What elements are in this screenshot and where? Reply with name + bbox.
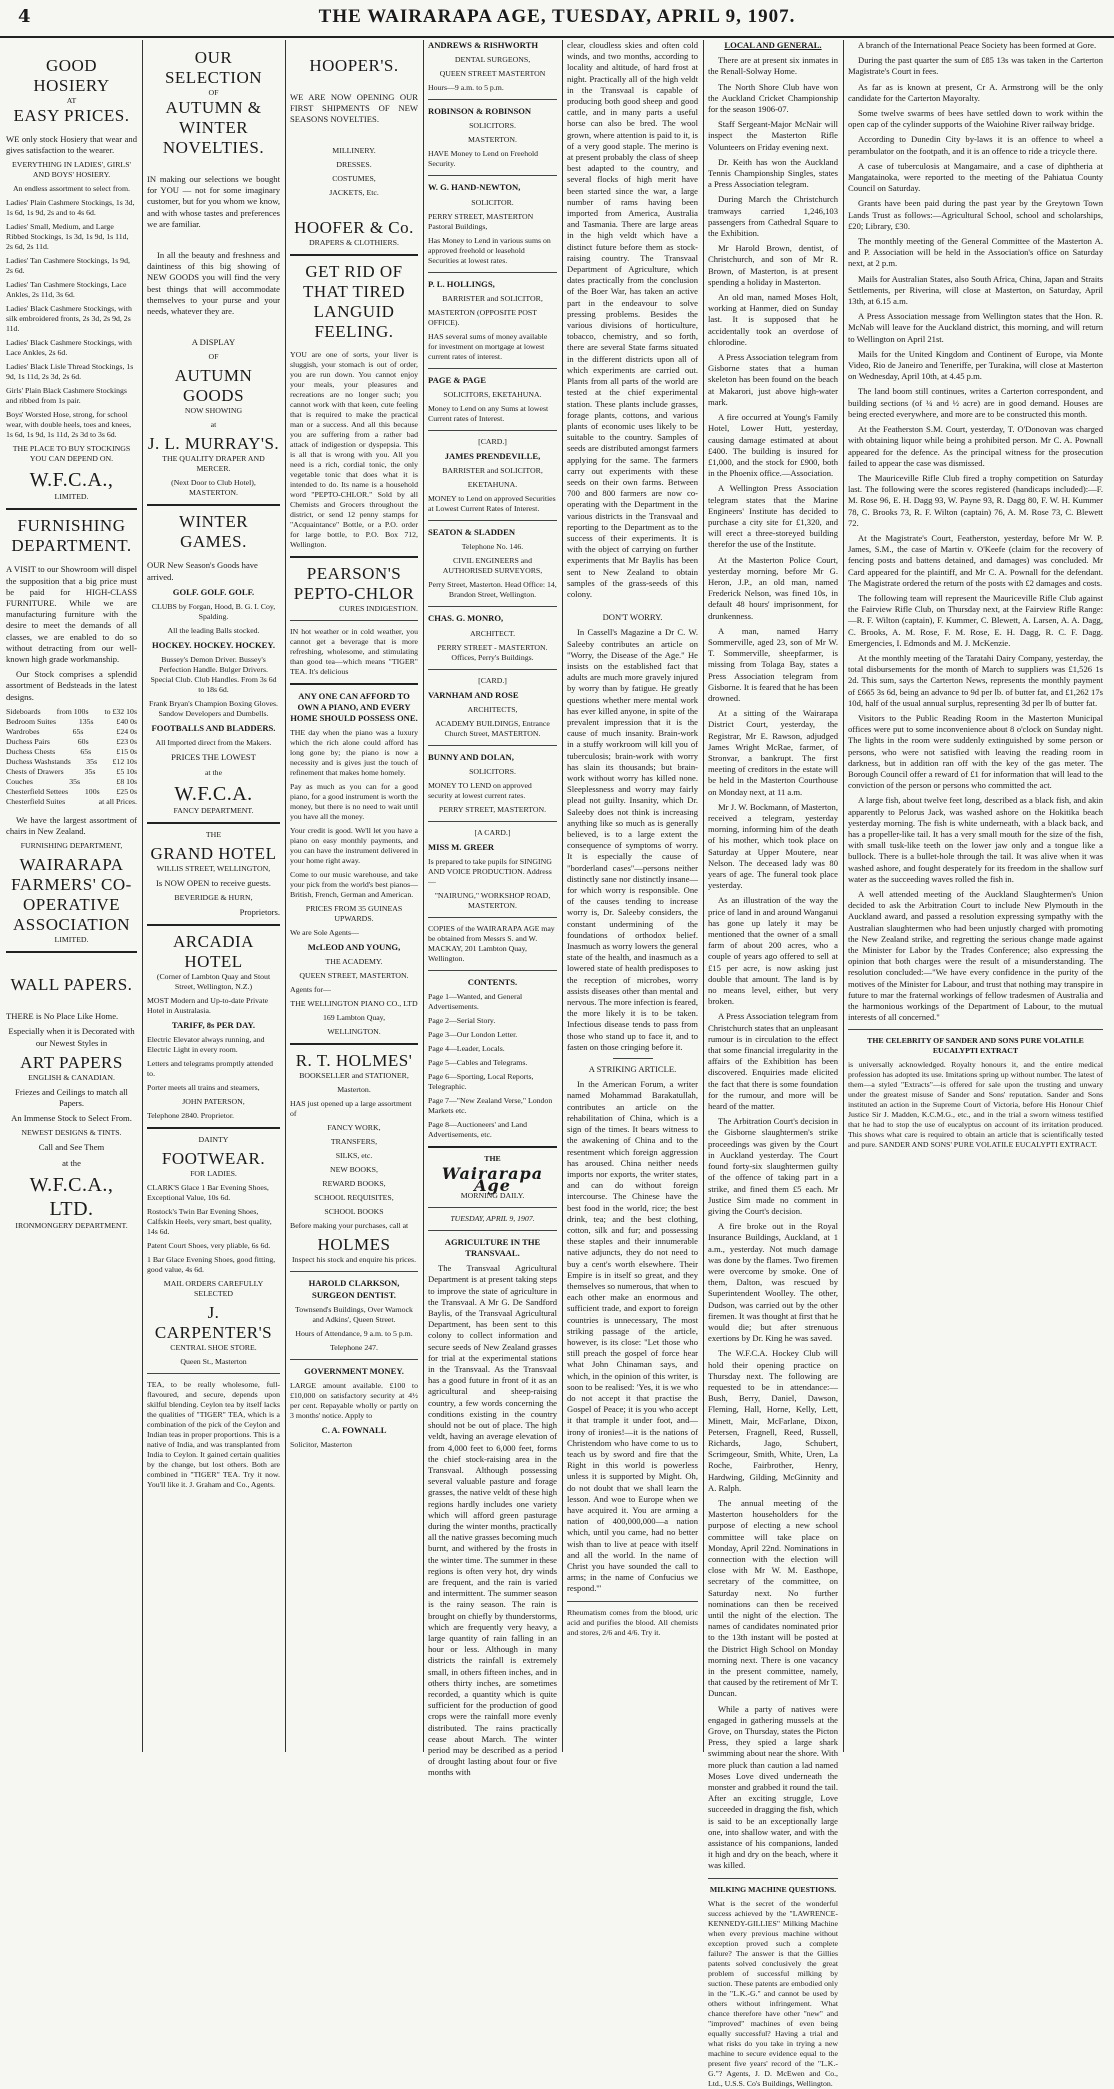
limited-label: LIMITED.: [54, 492, 89, 502]
local-para: Mails for Australian States, also South Africa, China, Japan and Straits Settlements, per Riverina, will close at Masterton, on Saturday, April 13th, at 6.15 a.m.: [848, 273, 1103, 307]
clarkson-tel: Telephone 247.: [330, 1342, 378, 1352]
seaton-sub: CIVIL ENGINEERS and AUTHORISED SURVEYORS,: [442, 556, 543, 576]
frank-bryan: Frank Bryan's Champion Boxing Gloves. Sandow Developers and Dumbells.: [149, 699, 278, 719]
holmes-inspect: Inspect his stock and enquire his prices.: [291, 1255, 417, 1265]
local-para: The annual meeting of the Masterton householders for the purpose of electing a new school committee will take place on Monday, April 22nd. Nominations in connection with the election will close with Mr W. M. Easthope, secretary of the committee, on Saturday next. No further nominations can then be received until the night of the election. The names of candidates nominated prior to the 13th instant will be posted at the District High School on Monday morning next. There is one vacancy in the present committee, namely, that caused by the retirement of Mr T. Duncan.: [708, 1497, 838, 1699]
local-para: There are at present six inmates in the Renall-Solway Home.: [708, 55, 838, 77]
agri-body: The Transvaal Agricultural Department is at present taking steps to improve the state of agriculture in the Transvaal. A Mr G. De Sandford Baylis, of the Transvaal Agricultural Department, has been sent to this colony to collect information and secure seeds of New Zealand grasses for trial at the experimental stations in the Transvaal. As the Transvaal has a good future in front of it as an agricultural and sheep-raising country, a few words concerning the conditions existing in the country should not be out of place. The high veldt, having an average elevation of from 4,000 feet to 6,000 feet, forms the chief stock-raising area in the Transvaal. Although possessing several valuable pasture and forage grasses, the native veldt of these high regions hardly includes one variety which will afford green pasturage during the winter months, practically all the native grasses becoming much burnt, and withered by the frosts in the winter time. The summer in these regions is often very hot, dry winds are frequent, and the rain is varied and intermittent. The summer season is the rainy season. The rain is brought on chiefly by thunderstorms, which are frequently very heavy, a large quantity of rain falling in an hour or less. Although in many districts the rainfall is extremely small, in others fifteen inches, and in others thirty inches, are sometimes recorded, a quantity which is quite sufficient for the production of good crops were the rainfall more evenly distributed. The rains practically cease about March. The winter period may be described as a period of drought lasting about four or five months with: [428, 1263, 557, 1778]
robinson-sub: SOLICITORS.: [469, 121, 516, 131]
table-row: Chests of Drawers 35s £5 10s: [6, 766, 137, 776]
grand-the: THE: [205, 829, 222, 839]
fownall: C. A. FOWNALL: [321, 1425, 387, 1436]
local-para: A man, named Harry Sommerville, aged 23, son of Mr W. T. Sommerville, sheepfarmer, is missing from Tolaga Bay, states a Press Association telegram from Gisborne. It is feared that he has been drowned.: [708, 625, 838, 703]
cures-label: CURES INDIGESTION.: [339, 603, 418, 613]
tired-title: GET RID OF THAT TIRED LANGUID FEELING.: [302, 261, 406, 341]
local-para: At the monthly meeting of the Taratahi Dairy Company, yesterday, the total disbursements for the month of March to suppliers was £1,526 1s 2d. This sum, says the Carterton News, represents the monthly payment of £665 3s 6d, being an advance to 9d per lb. of butter fat, and £1,262 17s 10d, half of the usual annual surplus, representing 3d per lb of butter fat.: [848, 652, 1103, 708]
local-para: During the past quarter the sum of £85 13s was taken in the Carterton Magistrate's Court in fees.: [848, 55, 1103, 77]
local-para: The land boom still continues, writes a Carterton correspondent, and building sections (of ¼ and ½ acre) are in good demand. Houses are being erected everywhere, and more are to be constructed this month.: [848, 386, 1103, 419]
footwear-body-2: Rostock's Twin Bar Evening Shoes, Calfskin Heels, very smart, best quality, 14s 6d.: [147, 1207, 272, 1237]
copies-body: COPIES of the WAIRARAPA AGE may be obtained from Messrs S. and W. MACKAY, 201 Lambton Quay, Wellington.: [428, 924, 555, 964]
column-rule: [703, 40, 704, 1752]
autumn-title: AUTUMN & WINTER NOVELTIES.: [162, 98, 265, 157]
murray-title: J. L. MURRAY'S.: [147, 434, 280, 454]
arcadia-addr: (Corner of Lambton Quay and Stout Street, Wellington, N.Z.): [156, 972, 271, 992]
hooper-title: HOOPER'S.: [309, 56, 399, 75]
art-papers-title: ART PAPERS: [20, 1052, 123, 1072]
column-7: [848, 40, 1108, 1752]
column-rule: [423, 40, 424, 1752]
holmes-item: SCHOOL BOOKS: [324, 1207, 384, 1217]
local-para: Dr. Keith has won the Auckland Tennis Championship Singles, states a Press Association telegram.: [708, 156, 838, 190]
art-papers-stock: An Immense Stock to Select From.: [11, 1113, 132, 1124]
holmes-item: NEW BOOKS,: [330, 1165, 378, 1175]
arcadia-letters: Letters and telegrams promptly attended to.: [147, 1059, 274, 1079]
clarkson-hours: Hours of Attendance, 9 a.m. to 5 p.m.: [295, 1328, 413, 1338]
prendeville-body: MONEY to Lend on approved Securities at Lowest Current Rates of Interest.: [428, 494, 556, 514]
list-item: Ladies' Tan Cashmere Stockings, Lace Ankles, 2s 11d, 3s 6d.: [6, 280, 127, 300]
worry-body: In Cassell's Magazine a Dr C. W. Saleeby contributes an article on "Worry, the Disease of the Age." He insists on the established fact that adults are much more gravely injured by worry than by fatigue. He greatly questions whether mere mental work has ever killed anyone, in spite of the prevalent impression that it is the cause of much insanity. Brain-work in a stuffy workroom will kill you of tuberculosis; brain-work with worry has slain its thousands; but brain-work without worry has killed none. Sleeplessness and worry may fairly plead not guilty. Insanity, which Dr. Saleeby does not think is increasing anything like so much as is generally believed, is to a large extent the consequence of symptoms of worry. It is especially the cause of "borderland cases"—persons neither distinctly sane nor distinctly insane—for which worry is responsible. One of the causes tending to increase worry is, Dr. Saleeby considers, the constant undermining of the foundations of orthodox belief. Inasmuch as worry lowers the general state of the health, and inasmuch as a lowered state of health predisposes to the reception of microbes, worry assists diseases other than mental and nervous. The more infection is feared, the more likely it is to be taken. Infectious disease tends to pass from those who stand up to face it, and to fasten on those cringing before it.: [567, 627, 698, 1052]
morning-daily: MORNING DAILY.: [460, 1190, 525, 1200]
hooper-item: DRESSES.: [336, 159, 372, 169]
holmes-masterton: Masterton.: [337, 1085, 371, 1095]
local-para: A fire broke out in the Royal Insurance Buildings, Auckland, at 1 a.m., yesterday. Not much damage was done by the flames. Two firemen were overcome by smoke. One of them, Dalton, was rescued by Superintendent Woolley. The other, Dudson, was carried out by the other firemen. It was thought at first that he would die; but after strenuous exertions by Dr. King he was saved.: [708, 1221, 838, 1344]
murray-addr: (Next Door to Club Hotel), MASTERTON.: [171, 478, 256, 498]
academy: THE ACADEMY.: [325, 957, 383, 967]
bunny-addr: PERRY STREET, MASTERTON.: [438, 805, 547, 815]
mcleod: McLEOD AND YOUNG,: [307, 942, 401, 953]
art-papers-newest: NEWEST DESIGNS & TINTS.: [21, 1128, 122, 1138]
arcadia-title: ARCADIA HOTEL: [173, 932, 254, 972]
local-para: At the Masterton Police Court, yesterday morning, before Mr G. Heron, J.P., an old man, named Frederick Nelson, was fined 10s, in default 48 hours' imprisonment, for drunkenness.: [708, 554, 838, 621]
agri-title: AGRICULTURE IN THE TRANSVAAL.: [444, 1236, 541, 1259]
selection-body: IN making our selections we bought for YOU — not for some imaginary customer, but for you whom we know, and with whose tastes and preferences we are familiar.: [147, 174, 280, 229]
footballs: FOOTBALLS AND BLADDERS.: [151, 723, 276, 734]
holmes-item: SILKS, etc.: [335, 1151, 373, 1161]
contents-item: Page 4—Leader, Locals.: [428, 1044, 505, 1054]
table-row: Duchess Chests 65s £15 0s: [6, 746, 137, 756]
footwear-title: FOOTWEAR.: [161, 1149, 266, 1169]
list-item: Ladies' Tan Cashmere Stockings, 1s 9d, 2s 6d.: [6, 256, 130, 276]
agents-for: Agents for—: [290, 985, 331, 995]
striking-title: A STRIKING ARTICLE.: [588, 1064, 677, 1075]
games-body: OUR New Season's Goods have arrived.: [147, 560, 258, 582]
footwear-body-4: 1 Bar Glace Evening Shoes, good fitting, good value, 4s 6d.: [147, 1255, 276, 1275]
beveridge: BEVERIDGE & HURN,: [174, 892, 253, 902]
prices-lowest: PRICES THE LOWEST: [171, 752, 256, 763]
lambton: 169 Lambton Quay,: [322, 1013, 386, 1023]
art-papers-call: Call and See Them: [38, 1142, 105, 1153]
arcadia-body: MOST Modern and Up-to-date Private Hotel in Australasia.: [147, 996, 269, 1016]
hooper-item: JACKETS, Etc.: [329, 187, 379, 197]
hollings-body: HAS several sums of money available for investment on mortgage at lowest current rates of interest.: [428, 331, 548, 361]
greer-body: Is prepared to take pupils for SINGING AND VOICE PRODUCTION. Address—: [428, 857, 552, 887]
hand-sub: SOLICITOR.: [471, 197, 514, 207]
pearson-title: PEARSON'S PEPTO-CHLOR: [293, 563, 415, 603]
mail-orders: MAIL ORDERS CAREFULLY SELECTED: [163, 1279, 264, 1299]
holmes-item: REWARD BOOKS,: [322, 1179, 386, 1189]
greer-addr: "NAIRUNG," WORKSHOP ROAD, MASTERTON.: [434, 891, 551, 911]
local-para: The North Shore Club have won the Auckland Cricket Championship for the season 1906-07.: [708, 81, 838, 115]
for-ladies: FOR LADIES.: [190, 1169, 237, 1179]
footwear-body: CLARK'S Glace 1 Bar Evening Shoes, Exceptional Value, 10s 6d.: [147, 1183, 269, 1203]
sander-title: THE CELEBRITY OF SANDER AND SONS PURE VOLATILE EUCALYPTI EXTRACT: [867, 1036, 1084, 1056]
monro-addr: PERRY STREET - MASTERTON. Offices, Perry's Buildings.: [437, 642, 548, 662]
local-para: An old man, named Moses Holt, working at Hanmer, died on Sunday last. It is supposed that he accidentally took an overdose of chlorodine.: [708, 292, 838, 347]
holmes-name: HOLMES: [317, 1235, 391, 1255]
golf-balls: All the leading Balls stocked.: [167, 626, 260, 636]
grand-open: Is NOW OPEN to receive guests.: [156, 877, 271, 888]
vareham-card: [CARD.]: [478, 675, 507, 685]
list-item: Ladies' Black Cashmere Stockings, with silk embroidered fronts, 2s 3d, 2s 9d, 2s 11d.: [6, 304, 132, 334]
contents-item: Page 1—Wanted, and General Advertisements.: [428, 992, 523, 1012]
hollings-addr: MASTERTON (OPPOSITE POST OFFICE).: [428, 307, 537, 327]
holmes-item: TRANSFERS,: [330, 1137, 378, 1147]
holmes-item: FANCY WORK,: [327, 1123, 381, 1133]
local-para: The Arbitration Court's decision in the Gisborne slaughtermen's strike proceedings was given by the Court in Auckland yesterday. The Court found forty-six slaughtermen guilty of the offence of taking part in a strike, and fined them £5 each. Mr Justice Sim made no comment in giving the Court's decision.: [708, 1116, 838, 1216]
hooper-body: WE ARE NOW OPENING OUR FIRST SHIPMENTS OF NEW SEASONS NOVELTIES.: [290, 92, 418, 125]
contents-item: Page 3—Our London Letter.: [428, 1030, 518, 1040]
wfca-title-2: W.F.C.A.: [174, 782, 253, 805]
clarkson-title: HAROLD CLARKSON, SURGEON DENTIST.: [308, 1278, 400, 1300]
local-para: A fire occurred at Young's Family Hotel, Lower Hutt, yesterday, causing damage estimated at about £400. The building is insured for £1,000, and the stock for £900, both in the Phoenix office.—Association.: [708, 412, 838, 479]
govt-body: LARGE amount available. £100 to £10,000 on satisfactory security at 4½ per cent. Repayable wholly or partly on 3 months' notice. Apply to: [290, 1381, 418, 1421]
furnishing-stock: Our Stock comprises a splendid assortment of Bedsteads in the latest designs.: [6, 669, 137, 702]
holmes-before: Before making your purchases, call at: [290, 1221, 409, 1231]
local-para: Visitors to the Public Reading Room in the Masterton Municipal offices were put to some inconvenience about 8 o'clock on Sunday night. The lights in the room were suddenly extinguished by some person or persons, who were not satisfied with leaving the reading room in darkness, but in addition ran off with the key of the gas meter. The Borough Council offer a reward of £1 for information that will lead to the conviction of the person or persons who committed the act.: [848, 712, 1103, 791]
grand-hotel-title: GRAND HOTEL: [150, 843, 277, 863]
contents-item: Page 8—Auctioneers' and Land Advertisements, etc.: [428, 1120, 528, 1140]
vareham-addr: ACADEMY BUILDINGS, Entrance Church Street, MASTERTON.: [435, 718, 550, 738]
selection-of: OF: [208, 88, 219, 97]
local-para: The W.F.C.A. Hockey Club will hold their opening practice on Thursday next. The following are requested to be in attendance:—Bush, Berry, Daniel, Dawson, Fleming, Hall, Horne, Kelly, Lett, Minett, Mair, McFarlane, Dixon, Petersen, Fragnell, Reed, Russell, Richards, Jago, Schubert, Scrimgeour, Smith, White, Uren, La Roche, Fairbrother, Henry, Hardwing, Gilding, McGinnity and A. Ralph.: [708, 1348, 838, 1493]
hosiery-list: [6, 198, 137, 440]
fancy-dept: FANCY DEPARTMENT.: [173, 805, 254, 815]
wfca-ltd-title: W.F.C.A., LTD.: [29, 1173, 114, 1220]
arcadia-porter: Porter meets all trains and steamers,: [147, 1083, 260, 1093]
date-line: TUESDAY, APRIL 9, 1907.: [450, 1213, 535, 1223]
piano-body-2: Pay as much as you can for a good piano, for a good instrument is worth the money, but there is no need to wait until you have all the money.: [290, 782, 418, 822]
hoofer-sub: DRAPERS & CLOTHIERS.: [309, 237, 399, 247]
local-para: The Mauriceville Rifle Club fired a trophy competition on Saturday last. The following were the scores registered (handicaps included):—F. M. Rose 96, E. H. Dagg 93, W. Payne 93, R. Dagg 80, F. W. H. Kummer 78, C. Brooks 73, R. F. Wilton (captain) 76, A. M. Rose 73, C. Blewett 72.: [848, 472, 1103, 528]
vareham-title: VARNHAM AND ROSE: [428, 689, 519, 700]
local-para: Mails for the United Kingdom and Continent of Europe, via Monte Video, Rio de Janeiro and Teneriffe, per Turakina, will close at Masterton on Wednesday, April 10th, at 4.45 p.m.: [848, 348, 1103, 382]
local-para: Grants have been paid during the past year by the Greytown Town Lands Trust as follows:—Agricultural School, school and scholarships, £20; Library, £30.: [848, 198, 1103, 231]
column-rule: [562, 40, 563, 1752]
local-para: A Press Association message from Wellington states that the Hon. R. McNab will leave for the Auckland district, this morning, and will return to Wellington on April 21st.: [848, 311, 1103, 344]
table-row: Duchess Pairs 60s £23 0s: [6, 736, 137, 746]
hosiery-title-2: EASY PRICES.: [13, 106, 130, 125]
prendeville-addr: EKETAHUNA.: [467, 480, 518, 490]
holmes-title: R. T. HOLMES': [295, 1051, 413, 1071]
local-para: The following team will represent the Mauriceville Rifle Club against the Fairview Rifle Club, on Thursday next, at the Fairview Rifle Range:—R. F. Wilton (captain), F. Kummer, C. Blewett, A. Larsen, A. A. Dagg, C. Brooks, A. M. Rose, F. M. Rose, E. H. Dagg, R. C. F. Dagg. Emergencies, I. Edmonds and M. J. McKenzie.: [848, 592, 1103, 648]
beauty-body: In all the beauty and freshness and daintiness of this big showing of NEW GOODS you will find the very best things that will accommodate themselves to your purse and your needs, whatever they are.: [147, 250, 280, 317]
robinson-body: HAVE Money to Lend on Freehold Security.: [428, 149, 539, 169]
contents-item: Page 2—Serial Story.: [428, 1016, 496, 1026]
seaton-title: SEATON & SLADDEN: [428, 527, 516, 538]
arcadia-elec: Electric Elevator always running, and Electric Light in every room.: [147, 1035, 265, 1055]
holmes-sub: BOOKSELLER and STATIONER,: [299, 1071, 409, 1081]
queen-st: QUEEN STREET, MASTERTON.: [299, 971, 409, 981]
agri-cont: clear, cloudless skies and often cold winds, and two months, according to locality and altitude, of hard frost at night. Practically all of the high veldt in the Transvaal is capable of producing both good sheep and good cattle, and in many parts a useful horse can also be bred. The wool grown, where attention is paid to it, is of a very good staple. The merino is at present probably the class of sheep best adapted to the country, and several flocks of high merit have been started since the war, a large number of rams having been imported from America, Australia and Tasmania. There are large areas in the high veldt which have a distinct future before them as stock-raising country. The Transvaal Department of Agriculture, which dates practically from the conclusion of the Boer War, has taken an active part in the endeavour to solve pressing problems. Besides the various divisions of horticulture, tobacco, chemistry, and so forth, there are several State farms situated in the different districts upon all of which experiments are carried out. Plants from all parts of the world are tested at the chief experimental station. These plants include grasses, forage plants, cottons, and various plants of economic uses likely to be suitable to the country. Samples of seeds are distributed amongst farmers applying for the same. The farmers carry out experiments with these seeds on their own farms. Between 700 and 800 farmers are now co-operating with the Department in the various districts in the Transvaal and reporting to the Department as to the success of their experiments. It is with the object of carrying on further experiments that Mr Baylis has been sent to New Zealand to obtain samples of the grass-seeds of this colony.: [567, 40, 698, 599]
greer-card: [A CARD.]: [474, 828, 511, 838]
column-rule: [843, 40, 844, 1752]
list-item: Ladies' Plain Cashmere Stockings, 1s 3d, 1s 6d, 1s 9d, 2s and to 4s 6d.: [6, 198, 135, 218]
winter-games-title: WINTER GAMES.: [178, 512, 249, 552]
solicitor: Solicitor, Masterton: [290, 1440, 353, 1450]
hooper-item: COSTUMES,: [332, 173, 376, 183]
all-imported: All Imported direct from the Makers.: [155, 738, 272, 748]
furnishing-body: A VISIT to our Showroom will dispel the supposition that a big price must be paid for HIGH-CLASS FURNITURE. While we are manufacturing furniture with the desire to meet the demands of all classes, we are enabled to do so without detracting from our well-known high grade workmanship.: [6, 564, 137, 665]
contents-title: CONTENTS.: [467, 977, 518, 988]
hosiery-title: GOOD HOSIERY: [33, 56, 110, 95]
local-para: A branch of the International Peace Society has been formed at Gore.: [858, 40, 1097, 50]
art-papers-at: at the: [62, 1157, 81, 1168]
wall-papers-body: THERE is No Place Like Home.: [6, 1011, 119, 1022]
sole-agents: We are Sole Agents—: [290, 928, 359, 938]
clarkson-body: Townsend's Buildings, Over Warnock and Adkins', Queen Street.: [295, 1304, 413, 1324]
contents-item: Page 7—"New Zealand Verse," London Markets etc.: [428, 1096, 553, 1116]
hockey-heading: HOCKEY. HOCKEY. HOCKEY.: [152, 640, 275, 651]
carpenter-sub: CENTRAL SHOE STORE.: [170, 1343, 257, 1353]
piano-body-3: Your credit is good. We'll let you have a piano on easy monthly payments, and you can have the instrument delivered in your home right away.: [290, 826, 418, 866]
striking-body: In the American Forum, a writer named Mohammad Barakatullah, contributes an article on the rehabilitation of China, which is a sign of the times. It bears witness to the awakening of China and to the resentment which foreign aggression has aroused. China neither needs imports nor exports, the writer states, and can do without foreign intercourse. The Chinese have the best food in the world, rice; the best drink, tea; and the best clothing, cotton, silk and fur; and possessing these staples and their innumerable native adjuncts, they do not need to buy a cent's worth elsewhere. Their Empire is in itself so great, and they themselves so numerous, that when to each other make an enormous and sufficient trade, and export to foreign countries is unnecessary, The most striking passage of the article, however, is its close: "Let those who still preach the gospel of force hear what John Chinaman says, and which, in the opinion of this writer, is soon to be realised: 'Yes, it is we who do not accept it that practise the Gospel of Peace; it is you who accept it that trample it under foot, and—irony of ironies!—it is the nations of Christendom who have come to us to teach us by sword and fire that the Right in this world is powerless unless it is supported by Might. Oh, do not doubt that we shall learn the lesson. And woe to Europe when we have acquired it. You are arming a nation of 400,000,000—a nation which, until you came, had no better wish than to live at peace with itself and all the world. In the name of Christ you have sounded the call to arms; in the name of Confucius we respond.'": [567, 1079, 698, 1594]
andrews-title: ANDREWS & RISHWORTH: [428, 40, 538, 50]
table-row: Chesterfield Settees 100s £25 0s: [6, 786, 137, 796]
monro-sub: ARCHITECT.: [469, 628, 516, 638]
bunny-title: BUNNY AND DOLAN,: [428, 751, 514, 762]
page-body: Money to Lend on any Sums at lowest Current rates of Interest.: [428, 404, 549, 424]
age-title: Wairarapa Age: [441, 1164, 544, 1195]
golf-clubs: CLUBS by Forgan, Hood, B. G. I. Coy, Spalding.: [151, 602, 276, 622]
local-para: Some twelve swarms of bees have settled down to work within the open cap of the cylinder supports of the Waiohine River railway bridge.: [848, 108, 1103, 130]
furnishing-chairs: We have the largest assortment of chairs in New Zealand.: [6, 814, 137, 837]
wall-papers-title: WALL PAPERS.: [10, 975, 133, 995]
hosiery-place: THE PLACE TO BUY STOCKINGS YOU CAN DEPEND ON.: [12, 444, 131, 464]
now-showing: NOW SHOWING: [184, 406, 243, 416]
piano-body: THE day when the piano was a luxury which the rich alone could afford has long gone by; the piano is now a necessity and is gives just the touch of refinement that makes home homely.: [290, 728, 418, 778]
local-para: A Wellington Press Association telegram states that the Marine Engineers' Institute has decided to purchase a city site for £1,320, and will erect a three-storeyed building therefor the use of the Institute.: [708, 483, 838, 550]
hollings-sub: BARRISTER and SOLICITOR,: [442, 293, 543, 303]
autumn-goods-title: AUTUMN GOODS: [174, 366, 253, 406]
limited-label-2: LIMITED.: [54, 935, 89, 945]
piano-title: ANY ONE CAN AFFORD TO OWN A PIANO, AND EVERY HOME SHOULD POSSESS ONE.: [290, 690, 418, 724]
list-item: Ladies' Small, Medium, and Large Ribbed Stockings, 1s 3d, 1s 9d, 1s 11d, 2s 6d, 2s 11d.: [6, 222, 129, 252]
footwear-body-3: Patent Court Shoes, very pliable, 6s 6d.: [147, 1241, 271, 1251]
furnishing-title: FURNISHING DEPARTMENT.: [11, 516, 132, 556]
wellington: WELLINGTON.: [327, 1027, 381, 1037]
local-para: Mr J. W. Bockmann, of Masterton, received a telegram, yesterday morning, informing him of the death of his mother, which took place on Saturday at Upper Moutere, near Nelson. The deceased lady was 80 years of age. The funeral took place yesterday.: [708, 801, 838, 891]
andrews-hours: Hours—9 a.m. to 5 p.m.: [428, 83, 504, 93]
local-para: Mr Harold Brown, dentist, of Christchurch, and son of Mr R. Brown, of Masterton, is at present spending a holiday in Masterton.: [708, 243, 838, 287]
local-para: At a sitting of the Wairarapa District Court, yesterday, the Registrar, Mr E. Rawson, adjudged James Wright McRae, farmer, of Stronvar, a bankrupt. The first meeting of creditors in the estate will be held in the Masterton Courthouse on Monday next, at 11 a.m.: [708, 708, 838, 797]
robinson-addr: MASTERTON.: [468, 135, 517, 145]
column-2: [147, 40, 280, 1752]
wfca-title: W.F.C.A.,: [29, 469, 114, 492]
column-rule: [142, 40, 143, 1752]
grand-addr: WILLIS STREET, WELLINGTON,: [156, 863, 271, 873]
hosiery-at: AT: [66, 96, 77, 105]
hosiery-intro: WE only stock Hosiery that wear and gives satisfaction to the wearer.: [6, 134, 137, 156]
ironmongery-dept: IRONMONGERY DEPARTMENT.: [15, 1220, 128, 1230]
furniture-table: [6, 707, 137, 807]
golf-heading: GOLF. GOLF. GOLF.: [172, 586, 255, 597]
hosiery-sub-2: An endless assortment to select from.: [13, 184, 130, 194]
milking-title: MILKING MACHINE QUESTIONS.: [709, 1884, 837, 1894]
column-3: [290, 40, 418, 1752]
hand-body: Has Money to Lend in various sums on approved freehold or leasehold Securities at lowest rates.: [428, 235, 551, 265]
prices-from: PRICES FROM 35 GUINEAS UPWARDS.: [305, 904, 403, 924]
milking-body: What is the secret of the wonderful success achieved by the "LAWRENCE-KENNEDY-GILLIES" Milking Machine when every previous machine without exception proved such a complete failure? The answer is that the Gillies patents solved conclusively the great problem of successful milking by suction. These patents are embodied only in the "L.K.-G." and cannot be used by others without infringement. What chance therefore have other "new" and "improved" machines of even being equally successful? Having a trial and what risks do you take in trying a new machine to secure evidence equal to the present five years' record of the "L.K.-G."? Agents, J. D. McEwen and Co., Ltd., U.S.S. Co's Buildings, Wellington.: [708, 1898, 838, 2088]
furnishing-dept: FURNISHING DEPARTMENT,: [20, 841, 123, 851]
display-label: A DISPLAY: [191, 337, 236, 348]
column-4: [428, 40, 557, 1778]
local-para: During March the Christchurch tramways carried 1,246,103 passengers from Cathedral Square to the Exhibition.: [708, 194, 838, 239]
masthead: [0, 0, 1114, 38]
wellington-piano: THE WELLINGTON PIANO CO., LTD: [290, 999, 418, 1009]
masthead-title: THE WAIRARAPA AGE, TUESDAY, APRIL 9, 1907.: [318, 6, 796, 27]
column-rule: [285, 40, 286, 1752]
card-label: [CARD.]: [478, 437, 507, 447]
list-item: Ladies' Black Cashmere Stockings, with Lace Ankles, 2s 6d.: [6, 338, 132, 358]
tiger-body: IN hot weather or in cold weather, you cannot get a beverage that is more refreshing, wholesome, and stimulating than good tea—which means "TIGER" TEA. It's delicious: [290, 626, 418, 676]
prendeville-title: JAMES PRENDEVILLE,: [444, 451, 541, 462]
hooper-item: MILLINERY.: [332, 145, 376, 155]
page-title-ad: PAGE & PAGE: [428, 374, 486, 385]
andrews-sub: DENTAL SURGEONS,: [454, 55, 531, 65]
sander-body: is universally acknowledged. Royalty honours it, and the entire medical profession has adopted its use. Imitations spring up without number. The latest of them—a styled "Extracts"—is offered for sale upon the trusting and unwary under the greatest misuse of Sander and Sons' reputation. Sander and Sons instituted an action in the Supreme Court of Victoria, before His Honour Chief Justice Sir J. Madden, K.C.M.G., etc., and in the trial a sworn witness testified that he had to stop the use of eucalyptus on account of its irritation produced. This shows what care is required to obtain an article that is scientifically tested and pure. SANDER AND SONS' PURE VOLATILE EUCALYPTI EXTRACT.: [848, 1060, 1103, 1150]
contents-item: Page 6—Sporting, Local Reports, Telegraphic.: [428, 1072, 534, 1092]
local-title: LOCAL AND GENERAL.: [724, 40, 822, 50]
telephone: Telephone 2840. Proprietor.: [147, 1111, 234, 1121]
table-row: Duchess Washstands 35s £12 10s: [6, 756, 137, 766]
bunny-sub: SOLICITORS.: [469, 767, 516, 777]
seaton-tel: Telephone No. 146.: [461, 542, 524, 552]
age-the: THE: [484, 1154, 501, 1164]
greer-title: MISS M. GREER: [428, 842, 495, 853]
andrews-addr: QUEEN STREET MASTERTON: [439, 69, 546, 79]
column-6: [708, 40, 838, 2088]
tea-body: TEA, to be really wholesome, full-flavoured, and secure, depends upon skilful blending. Ceylon tea by itself lacks the qualities of "TIGER" TEA, which is a combination of the pick of the Ceylon and Indian teas in proper proportions. This is a native of India, and was transplanted from India to Ceylon. It gained certain qualities by the change, but lost others. Both are combined in "TIGER" TEA. Try it now. You'll like it. J. Graham and Co., Agents.: [147, 1380, 280, 1490]
art-papers-friezes: Friezes and Ceilings to match all Papers.: [15, 1086, 128, 1109]
table-row: Couches 35s £8 10s: [6, 776, 137, 786]
hosiery-sub: EVERYTHING IN LADIES', GIRLS' AND BOYS' HOSIERY.: [12, 160, 131, 180]
robinson-title: ROBINSON & ROBINSON: [428, 106, 532, 117]
list-item: Girls' Plain Black Cashmere Stockings and ribbed from 1s pair.: [6, 386, 127, 406]
holmes-item: SCHOOL REQUISITES,: [314, 1193, 394, 1203]
art-papers-sub: ENGLISH & CANADIAN.: [28, 1072, 115, 1082]
local-para: A Press Association telegram from Christchurch states that an unpleasant rumour is in circulation to the effect that some financial irregularity in the affairs of the Exhibition has been discovered. Enquiries made elicited the fact that there is some foundation for the rumour, and more will be heard of the matter.: [708, 1011, 838, 1112]
proprietors: Proprietors.: [239, 906, 280, 917]
table-row: Wardrobes 65s £24 0s: [6, 726, 137, 736]
tired-body: YOU are one of sorts, your liver is sluggish, your stomach is out of order, you are run down. You cannot enjoy your meals, your pleasures and recreations are no longer such; you cannot work with that keen, cute feeling that is required to make the practical man or a success. And all this because you are suffering from a rather bad attack of indigestion or dyspepsia. This is all that is wrong with you. All you need is a rich, cordial tonic, the only vegetable tonic that does what it is intended to do. Its name is a household word "PEPTO-CHLOR." Sold by all Chemists and Grocers throughout the district, or send 12 penny stamps for "Acquaintance" Bottle, or a P.O. order for large bottle, to P.O. Box 712, Wellington.: [290, 349, 418, 549]
local-para: The monthly meeting of the General Committee of the Masterton A. and P. Association will be held in the Association's office on Saturday next, at 2 p.m.: [848, 236, 1103, 269]
local-para: A case of tuberculosis at Mangamaire, and a case of diphtheria at Mangatainoka, were reported to the meeting of the Pahiatua County Council on Saturday.: [848, 160, 1103, 194]
at-label: at: [210, 420, 217, 430]
dainty: DAINTY: [198, 1135, 229, 1145]
list-item: Ladies' Black Lisle Thread Stockings, 1s 9d, 1s 11d, 2s 3d, 2s 6d.: [6, 362, 134, 382]
monro-title: CHAS. G. MONRO,: [428, 613, 504, 624]
murray-sub: THE QUALITY DRAPER AND MERCER.: [162, 454, 265, 474]
hoofer-title: HOOFER & Co.: [294, 217, 414, 237]
page-number: 4: [18, 6, 31, 27]
prendeville-sub: BARRISTER and SOLICITOR,: [442, 466, 543, 476]
hollings-title: P. L. HOLLINGS,: [428, 278, 495, 289]
list-item: Boys' Worsted Hose, strong, for school wear, with double heels, toes and knees, 1s 6d, 1s 9d, 1s 11d, 2s 3d to 3s 6d.: [6, 410, 132, 440]
local-para: As far as is known at present, Cr A. Armstrong will be the only candidate for the Carterton Mayoralty.: [848, 81, 1103, 103]
wall-papers-body-2: Especially when it is Decorated with our Newest Styles in: [8, 1026, 135, 1048]
selection-title: OUR SELECTION: [164, 48, 263, 87]
local-para: Staff Sergeant-Major McNair will inspect the Masterton Rifle Volunteers on Friday evening next.: [708, 119, 838, 152]
carpenter-title: J. CARPENTER'S: [154, 1303, 273, 1343]
display-of: OF: [208, 352, 219, 362]
table-row: Sideboards from 100s to £32 10s: [6, 706, 137, 716]
local-para: As an illustration of the way the price of land in and around Wanganui has gone up lately it may be mentioned that the owner of a small farm of about 200 acres, who a couple of years ago offered to sell at £15 per acre, is now asking just double that amount. The land is by no means level, either, but very broken.: [708, 895, 838, 1007]
hand-newton-title: W. G. HAND-NEWTON,: [428, 182, 521, 193]
hockey-items: Bussey's Demon Driver. Bussey's Perfection Handle. Bulger Drivers. Special Club. Club Handles. From 3s 6d to 18s 6d.: [150, 655, 277, 695]
local-para: A large fish, about twelve feet long, described as a black fish, and akin apparently to Pelorus Jack, was washed ashore on the Hokitika beach yesterday morning. The fish is white underneath, with a black back, and has a propeller-like tail. It has a very small mouth for the size of the fish, with small tusk-like teeth on the lower jaw only and a tongue like a bullock. There is a bullet-hole through the tail. It was alive when it was washed ashore, and fought desperately for its freedom in the shallow surf water as the succeeding waves rolled the fish in.: [848, 795, 1103, 884]
local-para: According to Dunedin City by-laws it is an offence to wheel a perambulator on the footpath, and it is an offence to ride a tricycle there.: [848, 134, 1103, 156]
seaton-addr: Perry Street, Masterton. Head Office: 14, Brandon Street, Wellington.: [428, 580, 557, 600]
hand-addr: PERRY STREET, MASTERTON Pastoral Buildings,: [428, 211, 534, 231]
table-row: Bedroom Suites 135s £40 0s: [6, 716, 137, 726]
vareham-sub: ARCHITECTS,: [467, 704, 518, 714]
column-5: [567, 40, 698, 1752]
paterson: JOHN PATERSON,: [182, 1097, 245, 1107]
contents-item: Page 5—Cables and Telegrams.: [428, 1058, 528, 1068]
column-1: [6, 40, 137, 1752]
worry-title: DON'T WORRY.: [602, 612, 663, 623]
bunny-body: MONEY TO LEND on approved security at lowest current rates.: [428, 781, 532, 801]
local-para: A well attended meeting of the Auckland Slaughtermen's Union decided to ask the Arbitration Court to include New Plymouth in the Auckland award, and passed a resolution expressing sympathy with the Australian slaughtermen who had been unjustly charged with promoting the New Zealand strike, and regretting the serious change made against the Minister for Labor by the Trades Conference; also expressing the opinion that both charges were the result of a misunderstanding. The resolution concluded:—"We have every confidence in the purity of the motives of the Minister for Labour, and trust that nothing may transpire in future to mar the fraternal workings of fellow tradesmen of Australia and the harmonious workings of the Department of Labour, to the mutual interests of all concerned.": [848, 889, 1103, 1023]
carpenter-addr: Queen St., Masterton: [180, 1357, 247, 1367]
local-para: At the Magistrate's Court, Featherston, yesterday, before Mr W. P. James, S.M., the case of Martin v. O'Keefe (claim for the recovery of fencing posts and battens detained, and damages) was concluded. Mr Card appeared for the plaintiff, and Mr C. A. Pownall for the defendant. The Magistrate ordered the return of the posts with £2 damages and costs.: [848, 532, 1103, 588]
table-row: Chesterfield Suites at all Prices.: [6, 796, 137, 806]
local-para: A Press Association telegram from Gisborne states that a human skeleton has been found on the beach at Makarori, just above high-water mark.: [708, 352, 838, 407]
local-para: At the Featherston S.M. Court, yesterday, T. O'Donovan was charged with obtaining liquor while being a prohibited person. Mr C. A. Pownall appeared for the defence. As the principal witness for the prosecution failed to appear the case was dismissed.: [848, 424, 1103, 468]
rheum-body: Rheumatism comes from the blood, uric acid and purifies the blood. All chemists and stores, 2/6 and 4/6. Try it.: [567, 1607, 698, 1637]
govt-money-title: GOVERNMENT MONEY.: [304, 1365, 404, 1376]
piano-body-4: Come to our music warehouse, and take your pick from the world's best pianos—British, French, German and American.: [290, 870, 418, 900]
holmes-body: HAS just opened up a large assortment of: [290, 1099, 412, 1119]
local-para: While a party of natives were engaged in gathering mussels at the Grove, on Thursday, states the Picton Press, they spied a large shark swimming about near the shore. With more pluck than caution a lad named Moses Love dived underneath the monster and grabbed it round the tail. After an exciting struggle, Love succeeded in dragging the fish, which is said to be an exceptionally large one, into shallow water, and with the assistance of his companions, landed it high and dry on the beach, where it was killed.: [708, 1703, 838, 1871]
at-the: at the: [204, 767, 223, 777]
page-sub: SOLICITORS, EKETAHUNA.: [443, 390, 542, 400]
tariff: TARIFF, 8s PER DAY.: [171, 1020, 256, 1031]
wairarapa-coop: WAIRARAPA FARMERS' CO-OPERATIVE ASSOCIATION: [11, 855, 132, 935]
